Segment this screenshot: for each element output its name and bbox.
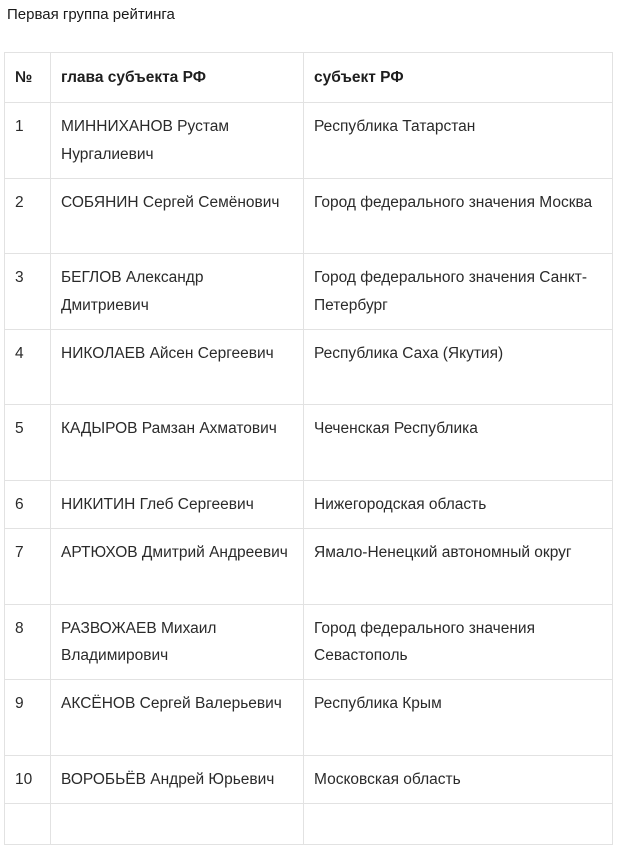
- cell-head: МИННИХАНОВ Рустам Нургалиевич: [51, 103, 304, 179]
- cell-number: 4: [5, 329, 51, 405]
- table-row: [5, 680, 613, 756]
- cell-number: 10: [5, 755, 51, 803]
- table-row-partial: [5, 803, 613, 844]
- cell-number: 1: [5, 103, 51, 179]
- cell-head: НИКОЛАЕВ Айсен Сергеевич: [51, 329, 304, 405]
- table-row: [5, 604, 613, 680]
- table-row: [5, 178, 613, 254]
- cell-subject: Город федерального значения Севастополь: [304, 604, 613, 680]
- cell-empty: [304, 803, 613, 844]
- cell-head: РАЗВОЖАЕВ Михаил Владимирович: [51, 604, 304, 680]
- cell-head: НИКИТИН Глеб Сергеевич: [51, 480, 304, 528]
- cell-number: 3: [5, 254, 51, 330]
- cell-empty: [51, 803, 304, 844]
- table-row: [5, 329, 613, 405]
- cell-subject: Ямало-Ненецкий автономный округ: [304, 528, 613, 604]
- header-subject: субъект РФ: [304, 53, 613, 103]
- cell-subject: Чеченская Республика: [304, 405, 613, 481]
- cell-head: ВОРОБЬЁВ Андрей Юрьевич: [51, 755, 304, 803]
- rating-table: [4, 52, 613, 845]
- cell-subject: Город федерального значения Москва: [304, 178, 613, 254]
- table-row: [5, 755, 613, 803]
- cell-subject: Нижегородская область: [304, 480, 613, 528]
- header-head: глава субъекта РФ: [51, 53, 304, 103]
- cell-number: 2: [5, 178, 51, 254]
- cell-number: 7: [5, 528, 51, 604]
- cell-head: БЕГЛОВ Александр Дмитриевич: [51, 254, 304, 330]
- cell-head: СОБЯНИН Сергей Семёнович: [51, 178, 304, 254]
- cell-subject: Московская область: [304, 755, 613, 803]
- table-row: [5, 528, 613, 604]
- table-row: [5, 103, 613, 179]
- cell-head: АКСЁНОВ Сергей Валерьевич: [51, 680, 304, 756]
- cell-number: 6: [5, 480, 51, 528]
- cell-number: 5: [5, 405, 51, 481]
- table-row: [5, 254, 613, 330]
- cell-number: 8: [5, 604, 51, 680]
- cell-head: АРТЮХОВ Дмитрий Андреевич: [51, 528, 304, 604]
- cell-subject: Республика Саха (Якутия): [304, 329, 613, 405]
- cell-empty: [5, 803, 51, 844]
- table-row: [5, 480, 613, 528]
- cell-head: КАДЫРОВ Рамзан Ахматович: [51, 405, 304, 481]
- page-title: Первая группа рейтинга: [7, 6, 175, 23]
- header-number: №: [5, 53, 51, 103]
- table-row: [5, 405, 613, 481]
- cell-subject: Республика Крым: [304, 680, 613, 756]
- cell-subject: Республика Татарстан: [304, 103, 613, 179]
- cell-number: 9: [5, 680, 51, 756]
- table-header-row: [5, 53, 613, 103]
- cell-subject: Город федерального значения Санкт-Петербург: [304, 254, 613, 330]
